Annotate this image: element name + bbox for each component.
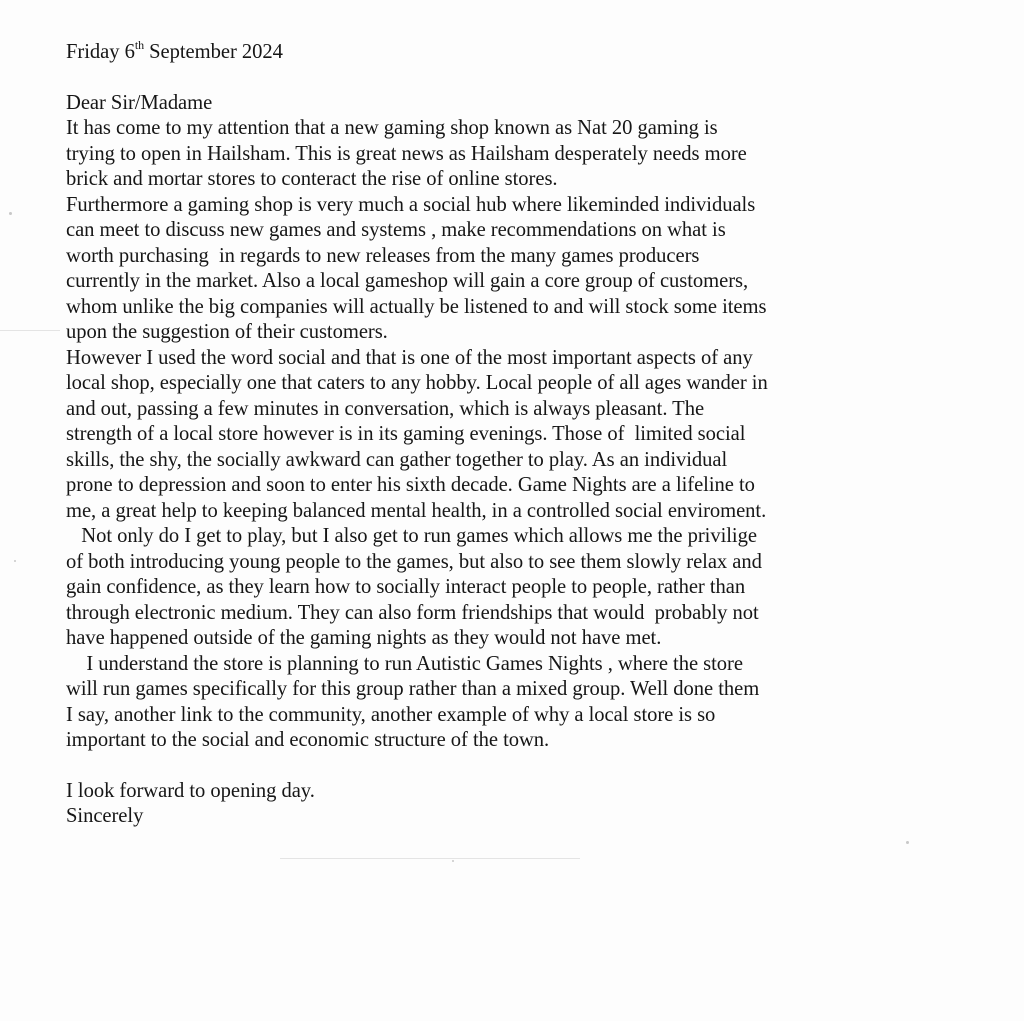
letter-line: can meet to discuss new games and systems , make recommendations on what is — [66, 219, 726, 241]
letter-line: of both introducing young people to the games, but also to see them slowly relax and — [66, 550, 762, 573]
letter-line: trying to open in Hailsham. This is great news as Hailsham desperately needs more — [66, 142, 747, 165]
letter-line: local shop, especially one that caters to any hobby. Local people of all ages wander in — [66, 372, 768, 394]
letter-line: and out, passing a few minutes in conversation, which is always pleasant. The — [66, 397, 705, 420]
scan-speck — [452, 860, 454, 862]
letter-line: worth purchasing in regards to new releases from the many games producers — [66, 244, 700, 267]
letter-line: have happened outside of the gaming nights as they would not have met. — [66, 627, 662, 649]
scan-speck — [14, 560, 16, 562]
letter-closing-line: I look forward to opening day. — [66, 779, 315, 802]
letter-line: It has come to my attention that a new gaming shop known as Nat 20 gaming is — [66, 117, 718, 139]
letter-signoff: Sincerely — [66, 805, 144, 827]
date-day: Friday 6 — [66, 41, 135, 63]
letter-line: strength of a local store however is in its gaming evenings. Those of limited social — [66, 423, 746, 445]
letter-line: skills, the shy, the socially awkward can gather together to play. As an individual — [66, 448, 728, 471]
letter-line: will run games specifically for this group rather than a mixed group. Well done them — [66, 678, 760, 700]
letter-paragraphs — [66, 116, 966, 754]
letter-line: upon the suggestion of their customers. — [66, 321, 388, 343]
letter-line: important to the social and economic structure of the town. — [66, 729, 550, 751]
scan-line — [0, 330, 60, 331]
letter-line: I understand the store is planning to run Autistic Games Nights , where the store — [66, 652, 743, 675]
letter-line: whom unlike the big companies will actually be listened to and will stock some items — [66, 295, 767, 318]
letter-line: Furthermore a gaming shop is very much a social hub where likeminded individuals — [66, 193, 756, 216]
letter-line: However I used the word social and that is one of the most important aspects of any — [66, 346, 753, 369]
letter-line: brick and mortar stores to conteract the rise of online stores. — [66, 168, 558, 190]
date-month-year: September 2024 — [144, 41, 283, 63]
letter-line: I say, another link to the community, another example of why a local store is so — [66, 703, 716, 726]
date-ordinal: th — [134, 38, 145, 53]
letter-line: me, a great help to keeping balanced mental health, in a controlled social enviroment. — [66, 499, 767, 522]
letter-salutation: Dear Sir/Madame — [66, 91, 213, 114]
scan-speck — [9, 212, 12, 215]
letter-date — [66, 40, 966, 66]
scan-speck — [906, 841, 909, 844]
letter-body — [66, 40, 966, 830]
letter-line: currently in the market. Also a local gameshop will gain a core group of customers, — [66, 270, 749, 292]
letter-line: gain confidence, as they learn how to socially interact people to people, rather than — [66, 576, 746, 598]
scan-line — [280, 858, 580, 859]
letter-line: prone to depression and soon to enter his sixth decade. Game Nights are a lifeline to — [66, 474, 755, 496]
letter-line: through electronic medium. They can also form friendships that would probably not — [66, 601, 759, 624]
letter-line: Not only do I get to play, but I also get to run games which allows me the privilige — [66, 525, 757, 547]
